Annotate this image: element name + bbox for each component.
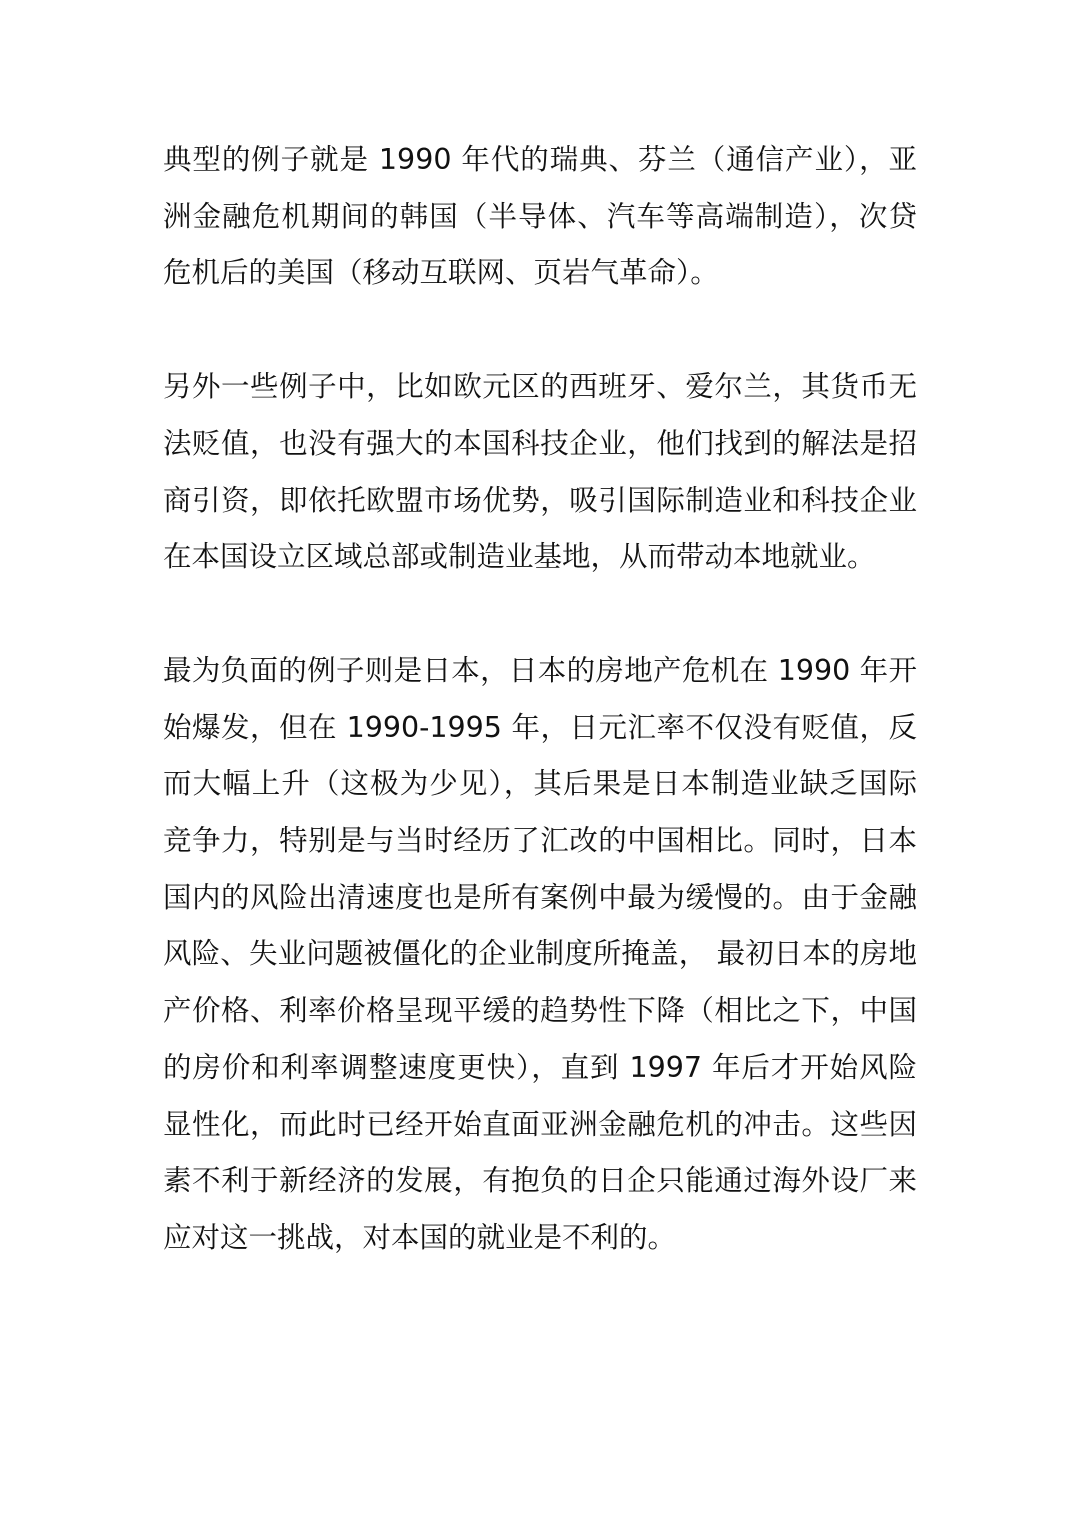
article-body xyxy=(163,132,917,1267)
paragraph-japan-negative-example: 最为负面的例子则是日本，日本的房地产危机在 1990 年开始爆发，但在 1990-1995 年，日元汇率不仅没有贬值，反而大幅上升（这极为少见），其后果是日本制造业缺乏国际竞争力，特别是与当时经历了汇改的中国相比。同时，日本国内的风险出清速度也是所有案例中最为缓慢的。由于金融风险、失业问题被僵化的企业制度所掩盖， 最初日本的房地产价格、利率价格呈现平缓的趋势性下降（相比之下，中国的房价和利率调整速度更快），直到 1997 年后才开始风险显性化，而此时已经开始直面亚洲金融危机的冲击。这些因素不利于新经济的发展，有抱负的日企只能通过海外设厂来应对这一挑战，对本国的就业是不利的。 xyxy=(163,653,917,1254)
paragraph-examples-sweden-finland-korea-us: 典型的例子就是 1990 年代的瑞典、芬兰（通信产业），亚洲金融危机期间的韩国（半导体、汽车等高端制造），次贷危机后的美国（移动互联网、页岩气革命）。 xyxy=(163,143,917,290)
paragraph-eurozone-spain-ireland: 另外一些例子中，比如欧元区的西班牙、爱尔兰，其货币无法贬值，也没有强大的本国科技企业，他们找到的解法是招商引资，即依托欧盟市场优势，吸引国际制造业和科技企业在本国设立区域总部或制造业基地，从而带动本地就业。 xyxy=(163,370,917,574)
